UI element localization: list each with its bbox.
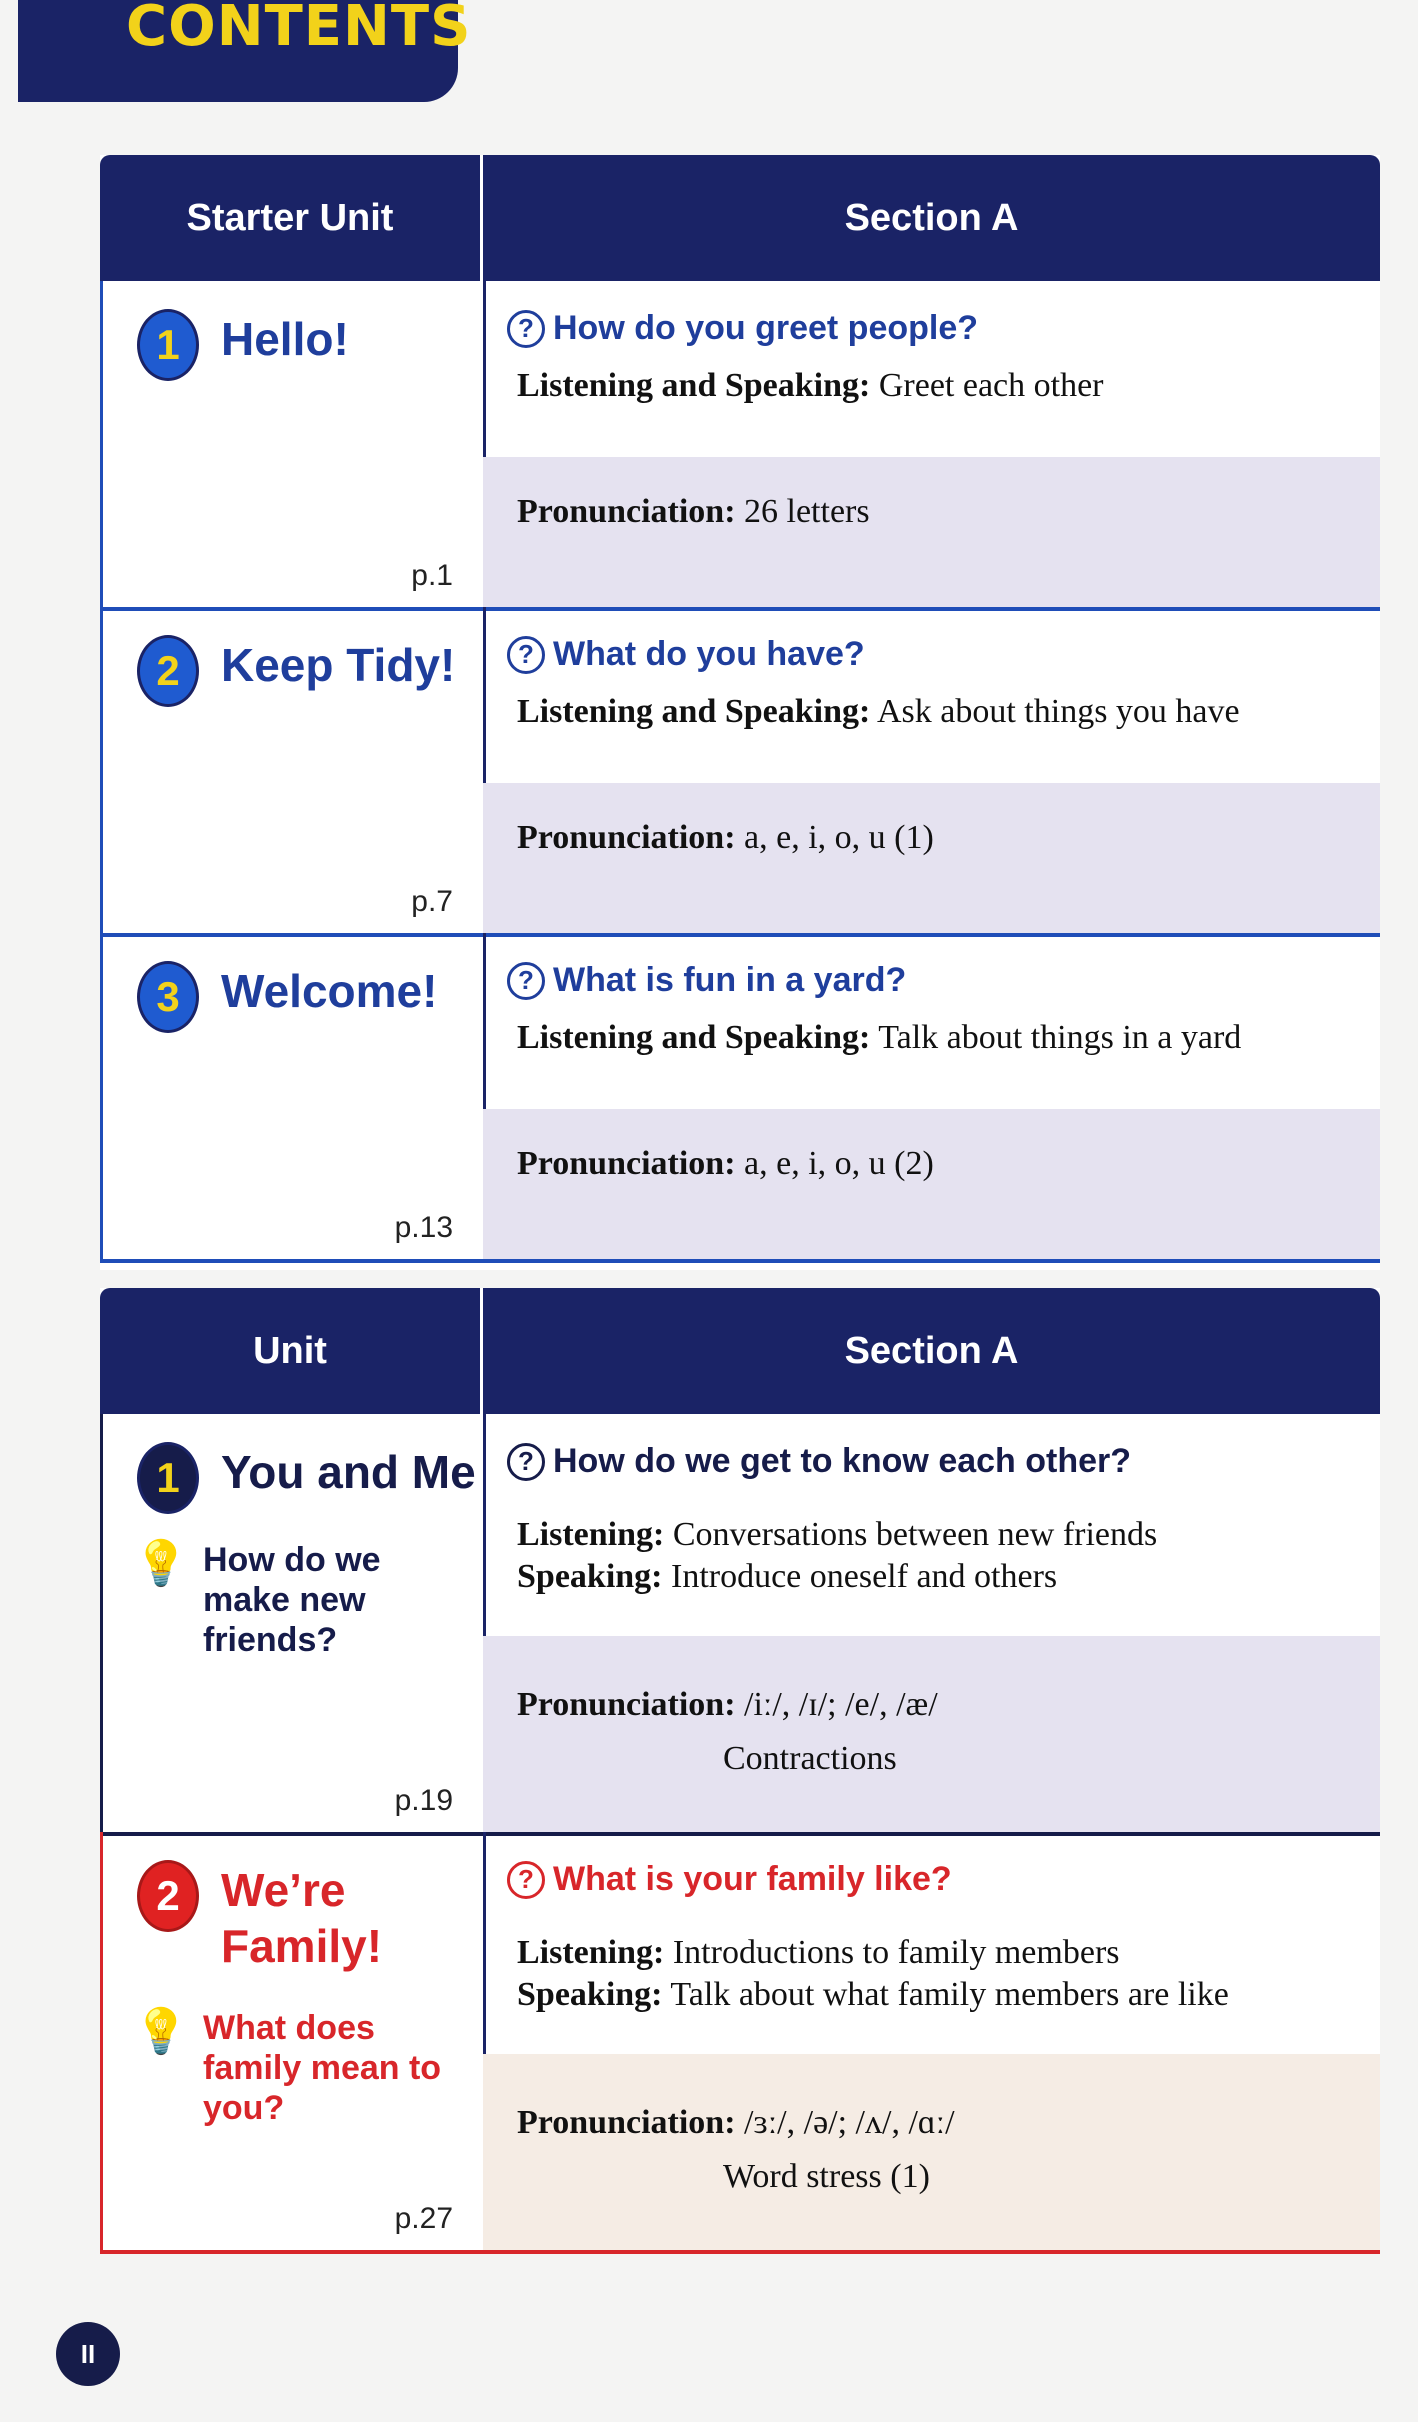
- question-bubble-icon: ?: [507, 636, 545, 674]
- table-row: [100, 281, 1380, 611]
- header-unit: Unit: [253, 1329, 327, 1372]
- unit-table: [100, 1288, 1380, 2252]
- unit-title: Welcome!: [221, 965, 438, 1017]
- pronunciation-panel: [483, 2054, 1380, 2250]
- question-line: ? What is fun in a yard?: [507, 961, 906, 1000]
- table-row: [100, 933, 1380, 1263]
- table-row: [100, 1832, 1380, 2254]
- unit-cell: [100, 1414, 486, 1832]
- unit-cell: [100, 1832, 486, 2250]
- question-line: ? How do you greet people?: [507, 309, 978, 348]
- table-row: [100, 1414, 1380, 1836]
- listening-line: Listening: Conversations between new friends: [517, 1516, 1158, 1553]
- unit-cell: [100, 607, 486, 933]
- page-ref: p.13: [394, 1211, 453, 1244]
- unit-number-badge: 2: [137, 635, 199, 707]
- listening-speaking: Listening and Speaking: Greet each other: [517, 367, 1104, 404]
- page-ref: p.27: [394, 2202, 453, 2235]
- pronunciation-extra: Word stress (1): [723, 2158, 930, 2195]
- starter-unit-table: [100, 155, 1380, 1270]
- question-line: ? What do you have?: [507, 635, 865, 674]
- contents-header: [18, 0, 472, 102]
- pronunciation-panel: [483, 457, 1380, 607]
- section-a-cell: [483, 933, 1380, 1259]
- pronunciation-panel: [483, 783, 1380, 933]
- question-bubble-icon: ?: [507, 1443, 545, 1481]
- question-bubble-icon: ?: [507, 1861, 545, 1899]
- question-bubble-icon: ?: [507, 962, 545, 1000]
- pronunciation-line: Pronunciation: 26 letters: [517, 493, 870, 530]
- page-ref: p.1: [411, 559, 453, 592]
- unit-title: We’re Family!: [221, 1864, 383, 1972]
- page-number-badge: II: [56, 2322, 120, 2386]
- unit-cell: [100, 281, 486, 607]
- speaking-line: Speaking: Introduce oneself and others: [517, 1558, 1058, 1595]
- pronunciation-line: Pronunciation: a, e, i, o, u (1): [517, 819, 934, 856]
- section-a-cell: [483, 607, 1380, 933]
- pronunciation-line: Pronunciation: /iː/, /ɪ/; /e/, /æ/: [517, 1686, 938, 1723]
- pronunciation-extra: Contractions: [723, 1740, 897, 1777]
- header-section-a: Section A: [480, 1288, 1380, 1414]
- table-header: [100, 155, 1380, 281]
- big-question: What does family mean to you?: [203, 2009, 442, 2127]
- pronunciation-line: Pronunciation: /ɜː/, /ə/; /ʌ/, /ɑː/: [517, 2104, 955, 2141]
- unit-title: You and Me: [221, 1446, 476, 1498]
- unit-number-badge: 2: [137, 1860, 199, 1932]
- unit-number-badge: 1: [137, 309, 199, 381]
- table-row: [100, 607, 1380, 937]
- unit-number-badge: 3: [137, 961, 199, 1033]
- speaking-line: Speaking: Talk about what family members are like: [517, 1976, 1229, 2013]
- lightbulb-icon: 💡: [133, 2007, 189, 2056]
- unit-number-badge: 1: [137, 1442, 199, 1514]
- big-question: How do we make new friends?: [203, 1541, 381, 1659]
- section-a-cell: [483, 1414, 1380, 1832]
- section-a-cell: [483, 1832, 1380, 2250]
- pronunciation-panel: [483, 1109, 1380, 1259]
- pronunciation-panel: [483, 1636, 1380, 1832]
- listening-speaking: Listening and Speaking: Ask about things you have: [517, 693, 1240, 730]
- lightbulb-icon: 💡: [133, 1539, 189, 1588]
- header-section-a: Section A: [480, 155, 1380, 281]
- unit-title: Hello!: [221, 313, 349, 365]
- listening-line: Listening: Introductions to family members: [517, 1934, 1120, 1971]
- pronunciation-line: Pronunciation: a, e, i, o, u (2): [517, 1145, 934, 1182]
- page-title: CONTENTS: [126, 0, 472, 59]
- section-a-cell: [483, 281, 1380, 607]
- unit-title: Keep Tidy!: [221, 639, 456, 691]
- question-line: ? What is your family like?: [507, 1860, 952, 1899]
- page-ref: p.7: [411, 885, 453, 918]
- page-ref: p.19: [394, 1784, 453, 1817]
- header-starter-unit: Starter Unit: [186, 196, 394, 239]
- table-header: [100, 1288, 1380, 1414]
- question-bubble-icon: ?: [507, 310, 545, 348]
- unit-cell: [100, 933, 486, 1259]
- listening-speaking: Listening and Speaking: Talk about things in a yard: [517, 1019, 1242, 1056]
- question-line: ? How do we get to know each other?: [507, 1442, 1131, 1481]
